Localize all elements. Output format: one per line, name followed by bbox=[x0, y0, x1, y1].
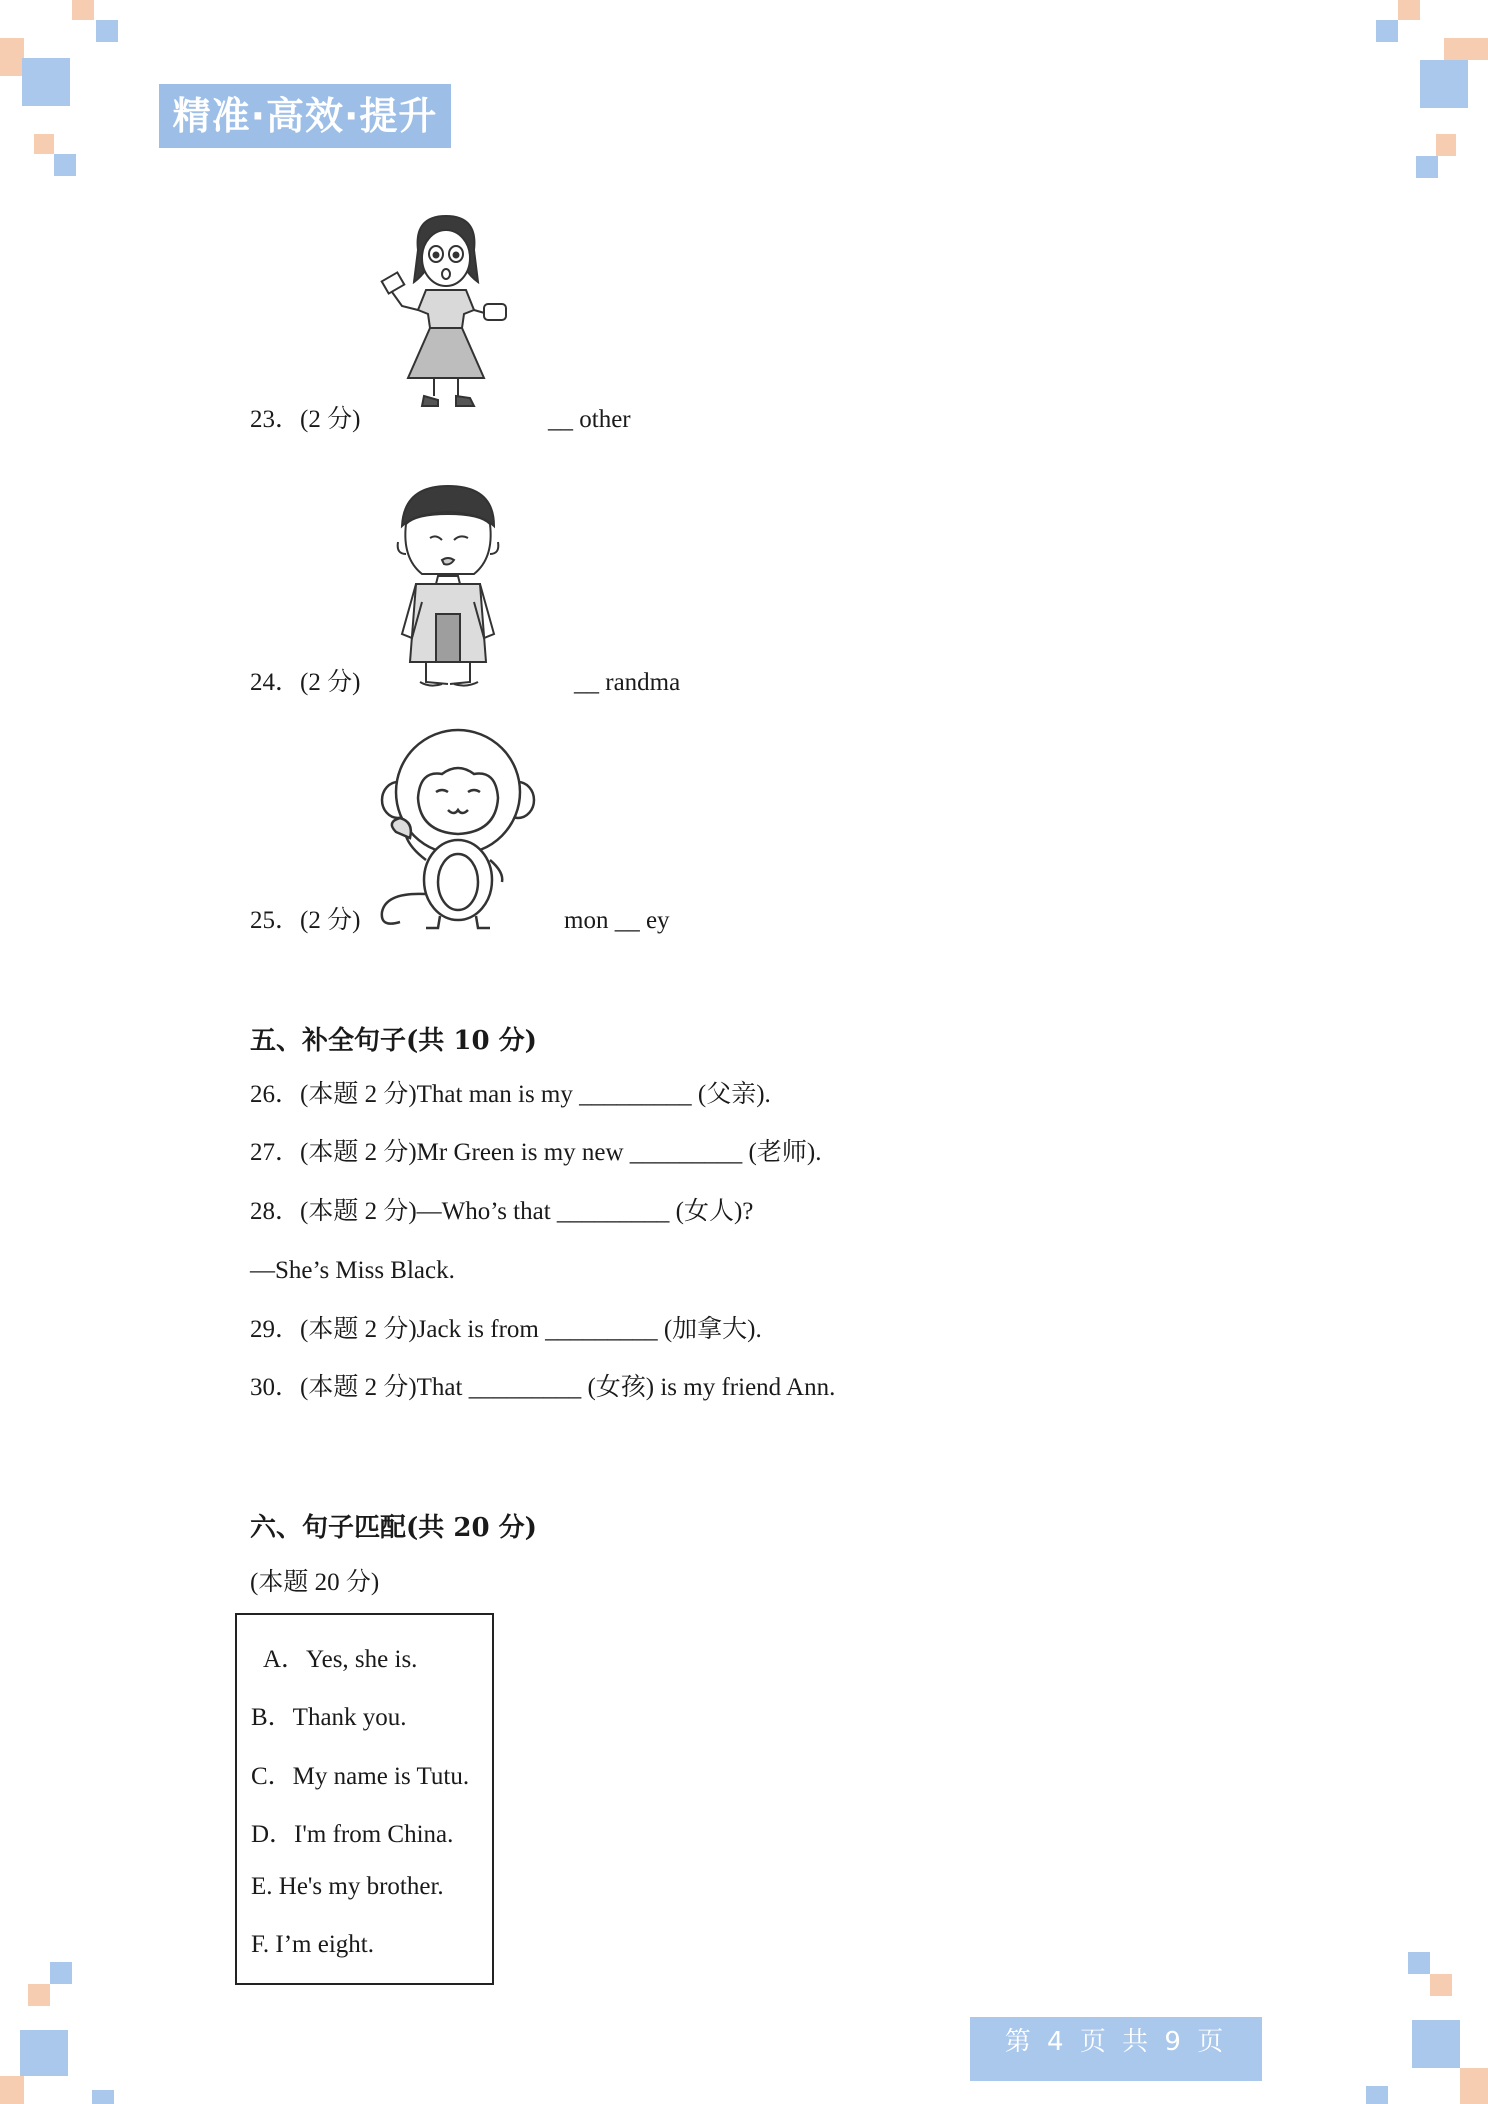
grandma-picture bbox=[396, 484, 502, 690]
question-24-answer: __ randma bbox=[574, 669, 681, 696]
question-26: 26．(本题 2 分)That man is my _________ (父亲). bbox=[250, 1081, 771, 1108]
question-25-answer: mon __ ey bbox=[564, 907, 670, 934]
girl-picture bbox=[378, 210, 514, 410]
section-6-title: 六、句子匹配(共 20 分) bbox=[250, 1513, 537, 1543]
question-30: 30．(本题 2 分)That _________ (女孩) is my friend Ann. bbox=[250, 1374, 836, 1401]
option-d: D．I'm from China. bbox=[251, 1821, 454, 1848]
question-25-number: 25．(2 分) bbox=[250, 907, 361, 934]
section-5-title: 五、补全句子(共 10 分) bbox=[250, 1026, 537, 1056]
question-23-number: 23．(2 分) bbox=[250, 406, 361, 433]
question-28-reply: —She’s Miss Black. bbox=[250, 1257, 455, 1284]
question-27: 27．(本题 2 分)Mr Green is my new _________ (老师). bbox=[250, 1139, 822, 1166]
monkey-picture bbox=[366, 722, 556, 932]
option-a: A．Yes, she is. bbox=[263, 1646, 418, 1673]
brand-banner: 精准·高效·提升 bbox=[159, 84, 451, 148]
options-box bbox=[235, 1613, 494, 1985]
section-6-subtitle: (本题 20 分) bbox=[250, 1569, 380, 1596]
question-28: 28．(本题 2 分)—Who’s that _________ (女人)? bbox=[250, 1198, 754, 1225]
option-c: C．My name is Tutu. bbox=[251, 1763, 470, 1790]
page-number-footer: 第 4 页 共 9 页 bbox=[970, 2017, 1262, 2081]
option-f: F. I’m eight. bbox=[251, 1931, 374, 1958]
question-29: 29．(本题 2 分)Jack is from _________ (加拿大). bbox=[250, 1316, 762, 1343]
question-24-number: 24．(2 分) bbox=[250, 669, 361, 696]
option-e: E. He's my brother. bbox=[251, 1873, 444, 1900]
question-23-answer: __ other bbox=[548, 406, 631, 433]
option-b: B．Thank you. bbox=[251, 1704, 407, 1731]
